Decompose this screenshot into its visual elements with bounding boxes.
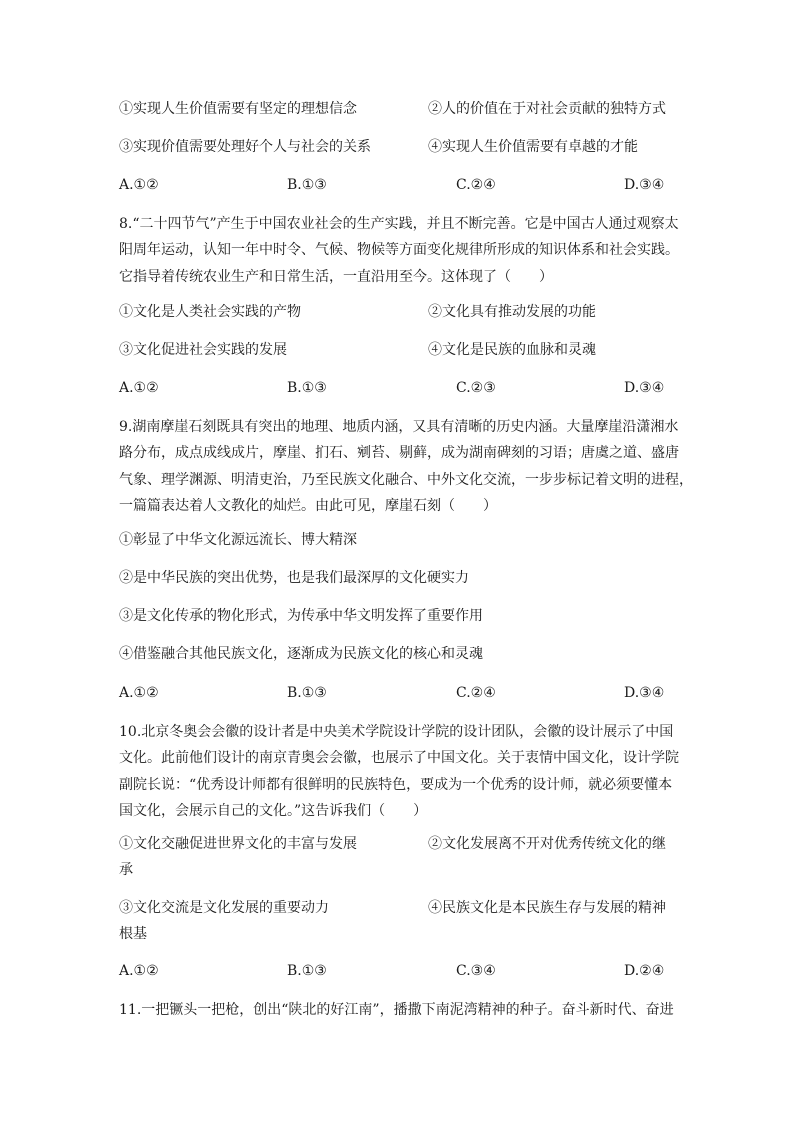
statement-2-wrap: 承 xyxy=(119,862,133,878)
option-b[interactable]: B.①③ xyxy=(287,685,327,701)
statement-3: ③是文化传承的物化形式，为传承中华文明发挥了重要作用 xyxy=(119,608,483,624)
statement-1: ①文化交融促进世界文化的丰富与发展 xyxy=(119,836,357,852)
statement-3: ③文化促进社会实践的发展 xyxy=(119,342,287,358)
stem-line: 它指导着传统农业生产和日常生活，一直沿用至今。这体现了（ ） xyxy=(119,268,553,285)
option-b[interactable]: B.①③ xyxy=(287,177,327,193)
statement-4: ④文化是民族的血脉和灵魂 xyxy=(428,342,596,358)
option-c[interactable]: C.②④ xyxy=(456,177,496,193)
question-11-stem xyxy=(119,997,679,1023)
stem-line: 10.北京冬奥会会徽的设计者是中央美术学院设计学院的设计团队，会徽的设计展示了中国 xyxy=(119,724,674,740)
statement-1: ①彰显了中华文化源远流长、博大精深 xyxy=(119,532,357,548)
stem-line: 9.湖南摩崖石刻既具有突出的地理、地质内涵，又具有清晰的历史内涵。大量摩崖沿潇湘水 xyxy=(119,419,679,435)
option-d[interactable]: D.③④ xyxy=(624,685,665,701)
stem-line: 副院长说：“优秀设计师都有很鲜明的民族特色，要成为一个优秀的设计师，就必须要懂本 xyxy=(119,776,673,793)
statement-4: ④实现人生价值需要有卓越的才能 xyxy=(428,139,638,155)
question-10-stem xyxy=(119,719,679,824)
stem-line: 11.一把镢头一把枪，创出“陕北的好江南”，播撒下南泥湾精神的种子。奋斗新时代、奋进 xyxy=(119,1002,674,1018)
statement-2: ②文化具有推动发展的功能 xyxy=(428,304,596,320)
stem-line: 一篇篇表达着人文教化的灿烂。由此可见，摩崖石刻（ ） xyxy=(119,497,497,514)
answer-options xyxy=(119,683,679,703)
answer-options xyxy=(119,378,679,398)
option-d[interactable]: D.③④ xyxy=(624,380,665,396)
statement-2: ②文化发展离不开对优秀传统文化的继 xyxy=(428,836,666,852)
option-a[interactable]: A.①② xyxy=(119,177,159,193)
question-8-stem xyxy=(119,211,679,290)
statement-4-wrap: 根基 xyxy=(119,926,147,942)
statement-1: ①实现人生价值需要有坚定的理想信念 xyxy=(119,101,357,117)
answer-options xyxy=(119,961,679,981)
statement-4: ④民族文化是本民族生存与发展的精神 xyxy=(428,900,666,916)
option-d[interactable]: D.②④ xyxy=(624,963,665,979)
option-c[interactable]: C.②③ xyxy=(456,380,496,396)
stem-line: 国文化，会展示自己的文化。”这告诉我们（ ） xyxy=(119,802,428,819)
option-a[interactable]: A.①② xyxy=(119,380,159,396)
stem-line: 文化。此前他们设计的南京青奥会会徽，也展示了中国文化。关于衷情中国文化，设计学院 xyxy=(119,750,679,767)
stem-line: 阳周年运动，认知一年中时令、气候、物候等方面变化规律所形成的知识体系和社会实践。 xyxy=(119,242,679,259)
option-b[interactable]: B.①③ xyxy=(287,963,327,979)
statement-4: ④借鉴融合其他民族文化，逐渐成为民族文化的核心和灵魂 xyxy=(119,646,483,662)
statement-3: ③实现价值需要处理好个人与社会的关系 xyxy=(119,139,371,155)
stem-line: 8.“二十四节气”产生于中国农业社会的生产实践，并且不断完善。它是中国古人通过观察太 xyxy=(119,216,679,232)
statement-2: ②是中华民族的突出优势，也是我们最深厚的文化硬实力 xyxy=(119,570,469,586)
statement-2: ②人的价值在于对社会贡献的独特方式 xyxy=(428,101,666,117)
option-b[interactable]: B.①③ xyxy=(287,380,327,396)
option-d[interactable]: D.③④ xyxy=(624,177,665,193)
statement-1: ①文化是人类社会实践的产物 xyxy=(119,304,301,320)
stem-line: 气象、理学渊源、明清吏治，乃至民族文化融合、中外文化交流，一步步标记着文明的进程， xyxy=(119,471,693,488)
option-c[interactable]: C.②④ xyxy=(456,685,496,701)
question-9-stem xyxy=(119,414,693,519)
option-c[interactable]: C.③④ xyxy=(456,963,496,979)
stem-line: 路分布，成点成线成片，摩崖、扪石、剜苔、剔藓，成为湖南碑刻的习语；唐虞之道、盛唐 xyxy=(119,445,679,462)
answer-options xyxy=(119,175,679,195)
option-a[interactable]: A.①② xyxy=(119,685,159,701)
option-a[interactable]: A.①② xyxy=(119,963,159,979)
statement-3: ③文化交流是文化发展的重要动力 xyxy=(119,900,329,916)
